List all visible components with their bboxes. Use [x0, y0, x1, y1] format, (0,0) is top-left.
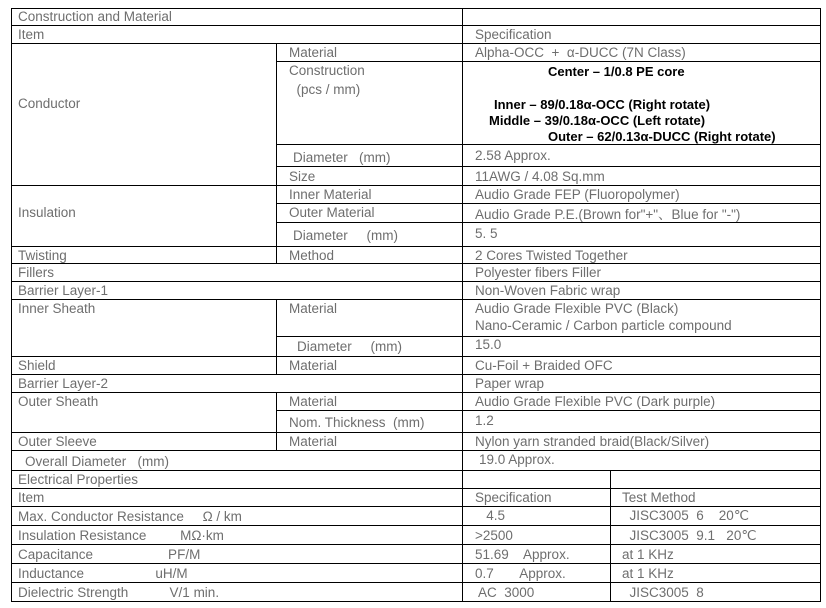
insulation-inner-label: Inner Material	[289, 187, 372, 202]
inner-sheath-diameter-label: Diameter (mm)	[297, 339, 403, 354]
electrical-row-method: at 1 KHz	[622, 566, 674, 581]
conductor-diameter-value: 2.58 Approx.	[475, 148, 551, 163]
barrier-layer-2-value: Paper wrap	[475, 376, 545, 391]
insulation-diameter-value: 5. 5	[475, 226, 498, 241]
electrical-method-header: Test Method	[622, 490, 696, 505]
conductor-size-label: Size	[289, 169, 316, 184]
electrical-spec-header: Specification	[475, 490, 552, 505]
overall-diameter-value: 19.0 Approx.	[479, 452, 555, 467]
table-rule	[11, 8, 12, 602]
insulation-outer-label: Outer Material	[289, 205, 375, 220]
table-rule	[11, 563, 821, 564]
table-rule	[462, 8, 463, 602]
conductor-middle-spec: Middle – 39/0.18α-OCC (Left rotate)	[489, 113, 706, 128]
table-rule	[11, 299, 821, 300]
barrier-layer-1-value: Non-Woven Fabric wrap	[475, 283, 621, 298]
electrical-row-item: Capacitance PF/M	[18, 547, 201, 562]
item-header: Item	[18, 27, 45, 42]
table-rule	[11, 506, 821, 507]
specification-header: Specification	[475, 27, 552, 42]
shield-material-label: Material	[289, 358, 338, 373]
table-rule	[11, 488, 821, 489]
electrical-row-spec: >2500	[475, 528, 513, 543]
table-rule	[11, 246, 821, 247]
electrical-row-spec: 51.69 Approx.	[475, 547, 570, 562]
fillers-value: Polyester fibers Filler	[475, 265, 602, 280]
electrical-row-method: JISC3005 9.1 20℃	[622, 528, 757, 543]
electrical-row-item: Max. Conductor Resistance Ω / km	[18, 509, 242, 524]
outer-sheath-thickness-value: 1.2	[475, 413, 494, 428]
shield-label: Shield	[18, 358, 56, 373]
outer-sleeve-label: Outer Sleeve	[18, 434, 97, 449]
conductor-material-value: Alpha-OCC + α-DUCC (7N Class)	[475, 45, 686, 60]
inner-sheath-label: Inner Sheath	[18, 301, 96, 316]
electrical-row-spec: 4.5	[475, 508, 506, 523]
table-rule	[276, 336, 821, 337]
table-rule	[11, 43, 821, 44]
outer-sheath-material-label: Material	[289, 394, 338, 409]
inner-sheath-diameter-value: 15.0	[475, 337, 502, 352]
section-title-electrical: Electrical Properties	[18, 472, 139, 487]
electrical-row-method: at 1 KHz	[622, 547, 674, 562]
table-rule	[11, 470, 821, 471]
electrical-row-item: Inductance uH/M	[18, 566, 188, 581]
table-rule	[11, 374, 821, 375]
conductor-center-spec: Center – 1/0.8 PE core	[548, 64, 685, 79]
conductor-label: Conductor	[18, 96, 81, 111]
table-rule	[276, 299, 277, 374]
electrical-row-item: Insulation Resistance MΩ·km	[18, 528, 224, 543]
outer-sleeve-material-label: Material	[289, 434, 338, 449]
insulation-outer-value: Audio Grade P.E.(Brown for"+"、Blue for "-")	[475, 207, 741, 222]
inner-sheath-material-value-2: Nano-Ceramic / Carbon particle compound	[475, 318, 732, 333]
outer-sleeve-value: Nylon yarn stranded braid(Black/Silver)	[475, 434, 710, 449]
table-rule	[11, 582, 821, 583]
table-rule	[276, 410, 821, 411]
conductor-construction-unit: (pcs / mm)	[289, 82, 361, 97]
conductor-construction-label: Construction	[289, 63, 365, 78]
inner-sheath-material-value: Audio Grade Flexible PVC (Black)	[475, 301, 679, 316]
table-rule	[11, 281, 821, 282]
electrical-row-method: JISC3005 8	[622, 585, 704, 600]
table-rule	[11, 25, 821, 26]
table-rule	[820, 8, 821, 602]
table-rule	[11, 263, 821, 264]
electrical-row-spec: 0.7 Approx.	[475, 566, 566, 581]
electrical-row-spec: AC 3000	[475, 585, 535, 600]
fillers-label: Fillers	[18, 265, 54, 280]
section-title-construction: Construction and Material	[18, 9, 172, 24]
outer-sheath-thickness-label: Nom. Thickness (mm)	[289, 415, 425, 430]
electrical-item-header: Item	[18, 490, 45, 505]
table-rule	[11, 450, 821, 451]
insulation-diameter-label: Diameter (mm)	[293, 228, 399, 243]
table-rule	[276, 43, 277, 263]
electrical-row-item: Dielectric Strength V/1 min.	[18, 585, 220, 600]
shield-value: Cu-Foil + Braided OFC	[475, 358, 613, 373]
table-rule	[11, 185, 821, 186]
table-rule	[276, 61, 821, 62]
insulation-inner-value: Audio Grade FEP (Fluoropolymer)	[475, 187, 680, 202]
twisting-method-label: Method	[289, 248, 335, 263]
conductor-inner-spec: Inner – 89/0.18α-OCC (Right rotate)	[494, 97, 711, 112]
electrical-row-method: JISC3005 6 20℃	[622, 508, 749, 523]
conductor-diameter-label: Diameter (mm)	[293, 150, 391, 165]
table-rule	[276, 222, 821, 223]
barrier-layer-1-label: Barrier Layer-1	[18, 283, 109, 298]
twisting-value: 2 Cores Twisted Together	[475, 248, 628, 263]
table-rule	[276, 144, 821, 145]
table-rule	[11, 601, 821, 602]
insulation-label: Insulation	[18, 205, 76, 220]
table-rule	[276, 392, 277, 450]
twisting-label: Twisting	[18, 248, 67, 263]
table-rule	[11, 356, 821, 357]
table-rule	[276, 166, 821, 167]
overall-diameter-label: Overall Diameter (mm)	[25, 454, 170, 469]
inner-sheath-material-label: Material	[289, 301, 338, 316]
conductor-size-value: 11AWG / 4.08 Sq.mm	[475, 169, 605, 184]
table-rule	[11, 432, 821, 433]
table-rule	[11, 392, 821, 393]
conductor-outer-spec: Outer – 62/0.13α-DUCC (Right rotate)	[548, 129, 776, 144]
table-rule	[11, 525, 821, 526]
table-rule	[276, 203, 821, 204]
table-rule	[11, 544, 821, 545]
outer-sheath-material-value: Audio Grade Flexible PVC (Dark purple)	[475, 394, 716, 409]
outer-sheath-label: Outer Sheath	[18, 394, 99, 409]
specification-sheet	[11, 8, 821, 603]
conductor-material-label: Material	[289, 45, 338, 60]
barrier-layer-2-label: Barrier Layer-2	[18, 376, 109, 391]
table-rule	[610, 470, 611, 602]
